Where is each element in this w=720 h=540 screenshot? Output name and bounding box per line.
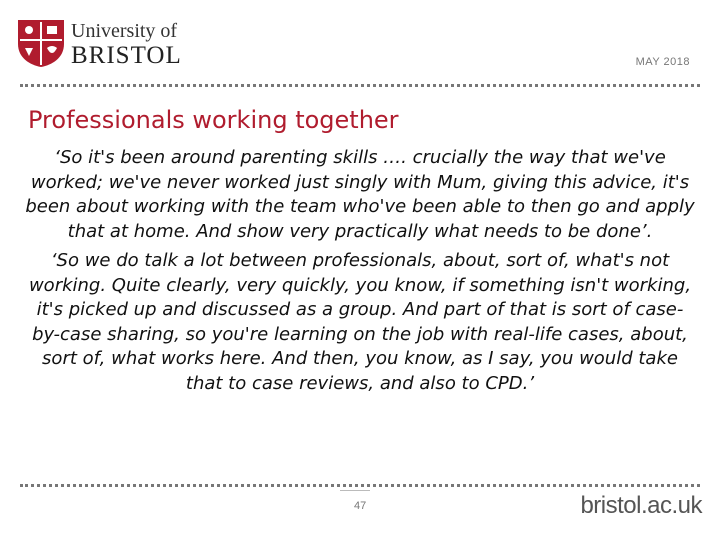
page-number: 47 <box>354 500 367 512</box>
university-logo <box>16 18 182 70</box>
logo-bristol-text: BRISTOL <box>71 42 182 69</box>
page-number-underline <box>340 490 370 491</box>
quote-paragraph: ‘So it's been around parenting skills …. crucially the way that we've worked; we've never worked just singly with Mum, giving this advice, it's been about working with the team who've been able to then go and apply that at home. And show very practically what needs to be done’. <box>25 147 695 242</box>
slide-title: Professionals working together <box>28 106 399 134</box>
slide-body <box>24 146 696 401</box>
university-crest-icon <box>16 18 66 68</box>
header-divider <box>20 84 700 87</box>
logo-university-text: University of <box>71 20 178 42</box>
footer-divider <box>20 484 700 487</box>
website-url: bristol.ac.uk <box>580 492 702 519</box>
slide-date: MAY 2018 <box>635 56 690 68</box>
quote-paragraph: ‘So we do talk a lot between professionals, about, sort of, what's not working. Quite clearly, very quickly, you know, if something isn't working, it's picked up and discussed as a group. And part of that is sort of case-by-case sharing, so you're learning on the job with real-life cases, about, sort of, what works here. And then, you know, as I say, you would take that to case reviews, and also to CPD.’ <box>28 250 692 394</box>
